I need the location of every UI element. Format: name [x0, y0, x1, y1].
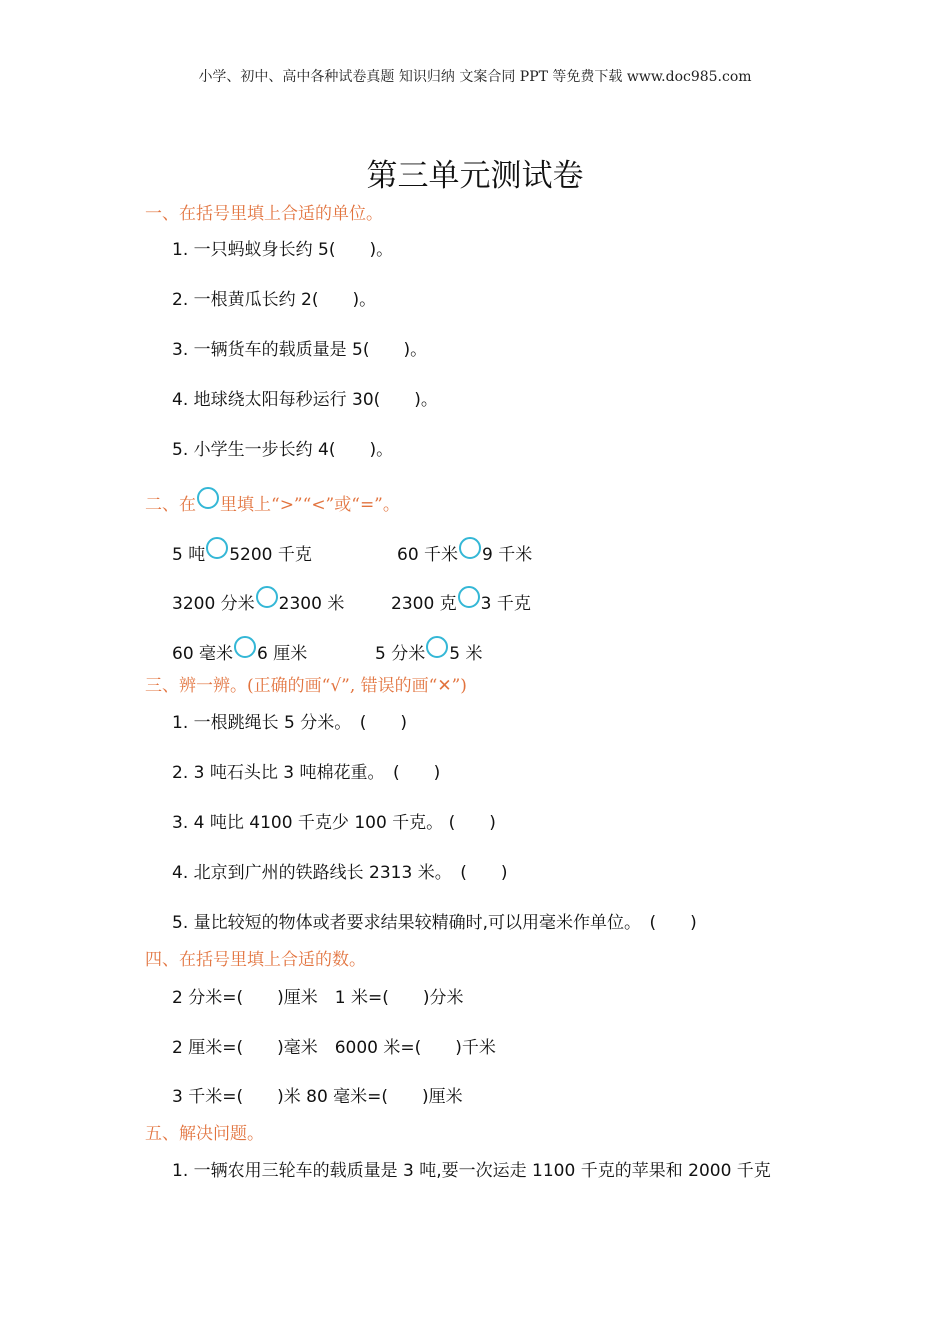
section2-heading: [145, 490, 400, 515]
circle-icon: [197, 487, 219, 509]
header-banner: 小学、初中、高中各种试卷真题 知识归纳 文案合同 PPT 等免费下载 www.doc985.com: [198, 69, 752, 85]
compare-3-1: [172, 639, 307, 664]
section5-heading: 五、解决问题。: [145, 1124, 264, 1144]
compare-left: 5 分米: [375, 644, 426, 664]
compare-1-1: [172, 540, 312, 565]
problem-1: 1. 一辆农用三轮车的载质量是 3 吨,要一次运走 1100 千克的苹果和 2000 千克: [172, 1161, 771, 1181]
answer-circle[interactable]: [458, 586, 480, 608]
fill-row-2: 2 厘米=( )毫米 6000 米=( )千米: [172, 1038, 496, 1058]
fill-row-1: 2 分米=( )厘米 1 米=( )分米: [172, 988, 464, 1008]
fill-row-3: 3 千米=( )米 80 毫米=( )厘米: [172, 1087, 463, 1107]
compare-1-2: [397, 540, 532, 565]
compare-left: 5 吨: [172, 545, 206, 565]
section3-heading: 三、辨一辨。(正确的画“√”, 错误的画“✕”): [145, 676, 467, 696]
question-1-4: 4. 地球绕太阳每秒运行 30( )。: [172, 390, 438, 410]
judge-5: 5. 量比较短的物体或者要求结果较精确时,可以用毫米作单位。 ( ): [172, 913, 697, 933]
answer-circle[interactable]: [256, 586, 278, 608]
compare-right: 6 厘米: [257, 644, 308, 664]
section2-heading-post: 里填上“>”“<”或“=”。: [220, 495, 400, 515]
compare-2-2: [391, 589, 531, 614]
question-1-3: 3. 一辆货车的载质量是 5( )。: [172, 340, 428, 360]
question-1-2: 2. 一根黄瓜长约 2( )。: [172, 290, 377, 310]
compare-right: 2300 米: [278, 594, 345, 614]
answer-circle[interactable]: [234, 636, 256, 658]
section1-heading: 一、在括号里填上合适的单位。: [145, 204, 383, 224]
compare-right: 9 千米: [482, 545, 533, 565]
judge-3: 3. 4 吨比 4100 千克少 100 千克。 ( ): [172, 813, 496, 833]
judge-1: 1. 一根跳绳长 5 分米。 ( ): [172, 713, 408, 733]
compare-left: 2300 克: [391, 594, 457, 614]
question-1-5: 5. 小学生一步长约 4( )。: [172, 440, 394, 460]
compare-2-1: [172, 589, 344, 614]
compare-right: 5200 千克: [229, 545, 312, 565]
answer-circle[interactable]: [426, 636, 448, 658]
compare-left: 60 毫米: [172, 644, 234, 664]
section4-heading: 四、在括号里填上合适的数。: [145, 950, 366, 970]
answer-circle[interactable]: [459, 537, 481, 559]
judge-4: 4. 北京到广州的铁路线长 2313 米。 ( ): [172, 863, 508, 883]
compare-left: 3200 分米: [172, 594, 255, 614]
answer-circle[interactable]: [206, 537, 228, 559]
compare-3-2: [375, 639, 482, 664]
compare-right: 5 米: [449, 644, 483, 664]
judge-2: 2. 3 吨石头比 3 吨棉花重。 ( ): [172, 763, 441, 783]
compare-right: 3 千克: [480, 594, 531, 614]
question-1-1: 1. 一只蚂蚁身长约 5( )。: [172, 240, 394, 260]
section2-heading-pre: 二、在: [145, 495, 196, 515]
compare-left: 60 千米: [397, 545, 459, 565]
page-title: 第三单元测试卷: [366, 158, 584, 194]
